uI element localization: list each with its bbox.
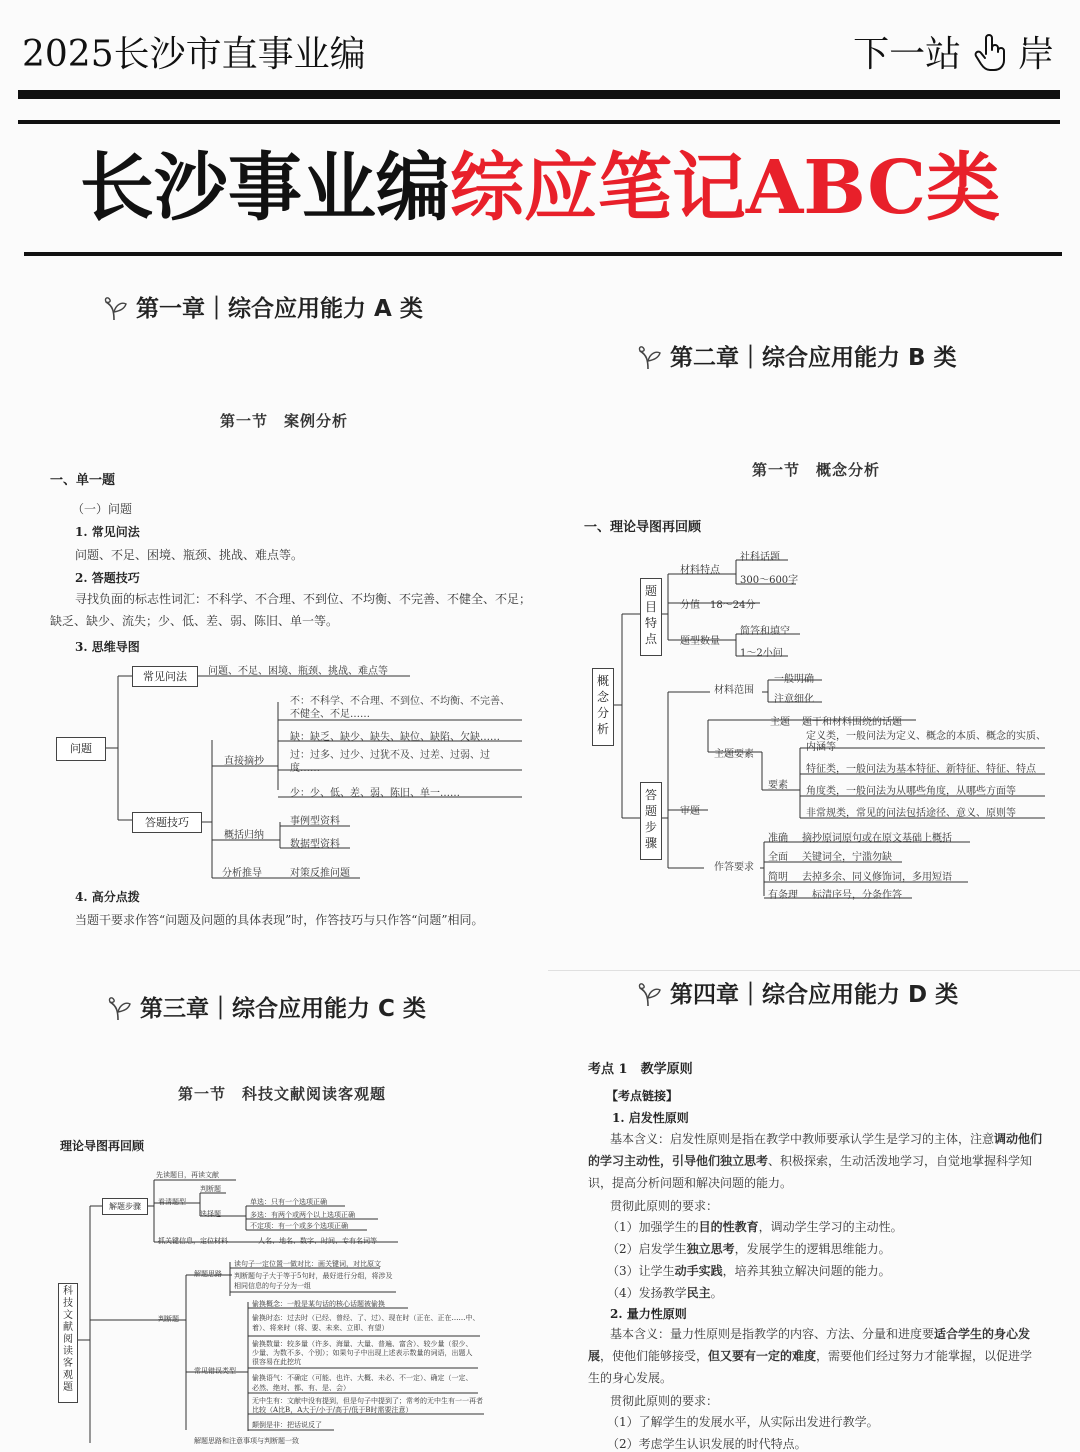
ch3-mm-t2: 判断题 xyxy=(200,1185,221,1193)
ch2-mm-w4a: 有条理 xyxy=(768,890,798,901)
ch2-mm-b: 答题步骤 xyxy=(640,782,662,860)
ch4-req2: 贯彻此原则的要求： xyxy=(610,1394,719,1408)
ch1-item-4: 4. 高分点拨 xyxy=(75,890,140,904)
ch2-mm-a2: 分值 18～24分 xyxy=(680,600,756,611)
ch2-mm-b-theme-text: 题干和材料围绕的话题 xyxy=(802,717,902,728)
ch3-mm-j2e: 无中生有：文献中没有提到，但是句子中提到了；常考的无中生有一一再者比较（A比B，A大于/小于/高于/低于B时需要注意） xyxy=(252,1397,483,1414)
ch3-mm-j2c: 偷换数量：较多量（许多、海量、大量、普遍、富含）、较少量（很少、少量、为数不多、个别）；如果句子中出现上述表示数量的词语，出题人很容易在此挖坑 xyxy=(252,1340,473,1366)
chapter-4-title: 第四章｜综合应用能力 D 类 xyxy=(634,976,958,1009)
header-right-a: 下一站 xyxy=(853,34,962,75)
ch2-heading-1: 一、理论导图再回顾 xyxy=(584,520,702,535)
ch3-mm-t3: 看清题型 xyxy=(158,1198,186,1206)
ch2-mm-a3x: 简答和填空 xyxy=(740,626,790,637)
ch3-mm-j1a: 读句子一定位置一做对比：画关键词，对比原文 xyxy=(234,1260,381,1268)
ch2-mm-b-mat: 材料范围 xyxy=(714,685,754,696)
ch2-mm-a1y: 300～600字 xyxy=(740,575,799,586)
header-right-b: 岸 xyxy=(1017,34,1054,75)
ch1-mm-d3: 过：过多、过少、过犹不及、过差、过弱、过度…… xyxy=(290,750,490,774)
ch1-mm-d2: 缺：缺乏、缺少、缺失、缺位、缺陷、欠缺…… xyxy=(290,732,500,743)
ch1-mm-infer-text: 对策反推问题 xyxy=(290,868,350,879)
ch3-mm-t7: 不定项：有一个或多个选项正确 xyxy=(250,1222,348,1230)
ch2-mm-w2: 关键词全，宁滥勿缺 xyxy=(802,852,892,863)
banner-black: 长沙事业编 xyxy=(79,145,450,231)
ch3-mm-j2a: 偷换概念：一般是某句话的核心话题被偷换 xyxy=(252,1300,385,1308)
ch3-mm-root: 科技文献阅读客观题 xyxy=(58,1283,78,1403)
ch1-item-2: 2. 答题技巧 xyxy=(75,571,140,585)
ch1-section-title: 第一节 案例分析 xyxy=(220,412,349,430)
ch1-heading-2: （一）问题 xyxy=(72,502,133,516)
ch2-mm-w1: 摘抄原词原句或在原文基础上概括 xyxy=(802,833,952,844)
ch1-mm-s1: 事例型资料 xyxy=(290,816,340,827)
ch2-mm-b-theme: 主题 xyxy=(770,717,790,728)
ch3-mm-j2f: 颠倒是非：把话说反了 xyxy=(252,1421,322,1429)
ch1-mm-d1: 不：不科学、不合理、不到位、不均衡、不完善、不健全、不足…… xyxy=(290,696,510,720)
ch3-section-title: 第一节 科技文献阅读客观题 xyxy=(178,1085,387,1103)
ch2-mm-a1: 材料特点 xyxy=(680,565,720,576)
ch4-l3: （3）让学生动手实践，培养其独立解决问题的能力。 xyxy=(607,1264,891,1278)
ch2-mm-b-req: 要素 xyxy=(768,780,788,791)
ch2-mm-w4: 标清序号，分条作答 xyxy=(812,890,902,901)
ch3-mm-j3: 解题思路和注意事项与判断题一致 xyxy=(194,1437,299,1445)
ch4-kp: 考点 1 教学原则 xyxy=(588,1062,693,1077)
chapter-2-title: 第二章｜综合应用能力 B 类 xyxy=(634,339,957,372)
ch3-mm-judge: 判断题 xyxy=(158,1315,179,1323)
ch2-section-title: 第一节 概念分析 xyxy=(752,461,881,479)
ch4-p1: 基本含义：启发性原则是指在教学中教师要承认学生是学习的主体，注意调动他们的学习主动性，引导他们独立思考、积极探索，生动活泼地学习，自觉地掌握科学知识，提高分析问题和解决问题的能力。 xyxy=(588,1132,1043,1190)
ch2-mm-r1: 定义类，一般问法为定义、概念的本质、概念的实质、内涵等 xyxy=(806,731,1046,753)
ch2-mm-root: 概念分析 xyxy=(592,668,614,746)
ch2-mm-r4: 非常规类，常见的问法包括途径、意义、原则等 xyxy=(806,808,1016,819)
ch2-mm-r3: 角度类，一般问法为从哪些角度，从哪些方面等 xyxy=(806,786,1016,797)
ch4-l2: （2）启发学生独立思考，发展学生的逻辑思维能力。 xyxy=(607,1242,891,1256)
ch2-mm-w3: 去掉多余、同义修饰词，多用短语 xyxy=(802,872,952,883)
ch4-req: 贯彻此原则的要求： xyxy=(610,1199,719,1213)
ch3-mm-t9: 人名、地名、数字、时间、专有名词等 xyxy=(258,1237,377,1245)
ch3-mm-t6: 多选：有两个或两个以上选项正确 xyxy=(250,1211,355,1219)
ch4-sub1: 1. 启发性原则 xyxy=(612,1111,689,1125)
ch3-mm-j1: 解题思路 xyxy=(194,1270,222,1278)
ch2-mm-w2a: 全面 xyxy=(768,852,788,863)
ch1-mm-summary: 概括归纳 xyxy=(224,830,264,841)
ch3-mm-j2: 常见错误类型 xyxy=(194,1367,236,1375)
ch2-mm-a3: 题型数量 xyxy=(680,636,720,647)
ch1-item-1-text: 问题、不足、困境、瓶颈、挑战、难点等。 xyxy=(75,548,304,562)
ch1-item-4-text: 当题干要求作答“问题及问题的具体表现”时，作答技巧与只作答“问题”相同。 xyxy=(75,913,484,927)
ch3-mm-steps: 解题步骤 xyxy=(102,1198,148,1215)
ch2-mm-a: 题目特点 xyxy=(640,578,662,656)
ch4-link: 【考点链接】 xyxy=(606,1089,679,1103)
ch4-l1: （1）加强学生的目的性教育，调动学生学习的主动性。 xyxy=(607,1220,903,1234)
ch2-mm-b-review: 审题 xyxy=(680,806,700,817)
ch1-mm-node-1: 常见问法 xyxy=(132,666,198,687)
ch2-mm-w1a: 准确 xyxy=(768,833,788,844)
ch1-mm-d4: 少：少、低、差、弱、陈旧、单一…… xyxy=(290,788,460,799)
ch3-mm-j2b: 偷换时态：过去时（已经、曾经、了、过）、现在时（正在、正在……中、着）、将来时（将、要、未来、立即、有望） xyxy=(252,1314,480,1332)
ch3-mm-j1b: 判断题句子大于等于5句时，最好进行分组，将涉及相同信息的句子分为一组 xyxy=(234,1272,393,1290)
ch4-l4: （4）发扬教学民主。 xyxy=(607,1286,723,1300)
ch1-mm-node-2: 答题技巧 xyxy=(132,812,202,833)
ch1-mm-direct: 直接摘抄 xyxy=(224,756,264,767)
chapter-1-title: 第一章｜综合应用能力 A 类 xyxy=(100,290,423,323)
ch2-mm-b-mat1: 一般明确 xyxy=(774,674,814,685)
ch3-mm-t5: 单选：只有一个选项正确 xyxy=(250,1198,327,1206)
sprout-icon xyxy=(634,980,662,1008)
ch4-sub2: 2. 量力性原则 xyxy=(610,1307,687,1321)
ch3-mm-t4: 选择题 xyxy=(200,1210,221,1218)
ch3-mm-t8: 抓关键信息，定位材料 xyxy=(158,1237,228,1245)
ch2-mm-r2: 特征类，一般问法为基本特征、新特征、特征、特点 xyxy=(806,764,1036,775)
ch1-mm-infer: 分析推导 xyxy=(222,868,262,879)
ch3-mm-t1: 先读题目，再读文献 xyxy=(156,1171,219,1179)
ch3-mm-j2d: 偷换语气：不确定（可能、也许、大概、未必、不一定）、确定（一定、必然、绝对、都、有、是、会） xyxy=(252,1374,473,1392)
ch1-heading-1: 一、单一题 xyxy=(50,473,116,488)
ch3-heading-1: 理论导图再回顾 xyxy=(60,1139,145,1153)
ch4-m1: （1）了解学生的发展水平，从实际出发进行教学。 xyxy=(607,1415,879,1429)
ch4-p2: 基本含义：量力性原则是指教学的内容、方法、分量和进度要适合学生的身心发展，使他们能够接受，但又要有一定的难度，需要他们经过努力才能掌握，以促进学生的身心发展。 xyxy=(588,1327,1033,1385)
ch1-mm-root: 问题 xyxy=(56,737,106,761)
ch2-mm-b-ans: 作答要求 xyxy=(714,862,754,873)
ch1-item-1: 1. 常见问法 xyxy=(75,525,140,539)
ch1-item-2-text: 寻找负面的标志性词汇：不科学、不合理、不到位、不均衡、不完善、不健全、不足；缺乏、缺少、流失；少、低、差、弱、陈旧、单一等。 xyxy=(50,592,532,628)
header-left-title: 2025长沙市直事业编 xyxy=(22,34,366,75)
ch1-mm-node-1-text: 问题、不足、困境、瓶颈、挑战、难点等 xyxy=(208,666,388,677)
ch2-mm-a1x: 社科话题 xyxy=(740,552,780,563)
ch2-mm-b-mat2: 注意细化 xyxy=(774,694,814,705)
ch2-mm-a3y: 1～2小问 xyxy=(740,648,783,659)
ch4-m2: （2）考虑学生认识发展的时代特点。 xyxy=(607,1437,807,1451)
ch2-mm-w3a: 简明 xyxy=(768,872,788,883)
ch2-mm-b-elem: 主题要素 xyxy=(714,749,754,760)
ch1-item-3: 3. 思维导图 xyxy=(75,640,140,654)
chapter-3-title: 第三章｜综合应用能力 C 类 xyxy=(104,990,426,1023)
ch1-mm-s2: 数据型资料 xyxy=(290,839,340,850)
banner-red: 综应笔记ABC类 xyxy=(449,145,1001,231)
